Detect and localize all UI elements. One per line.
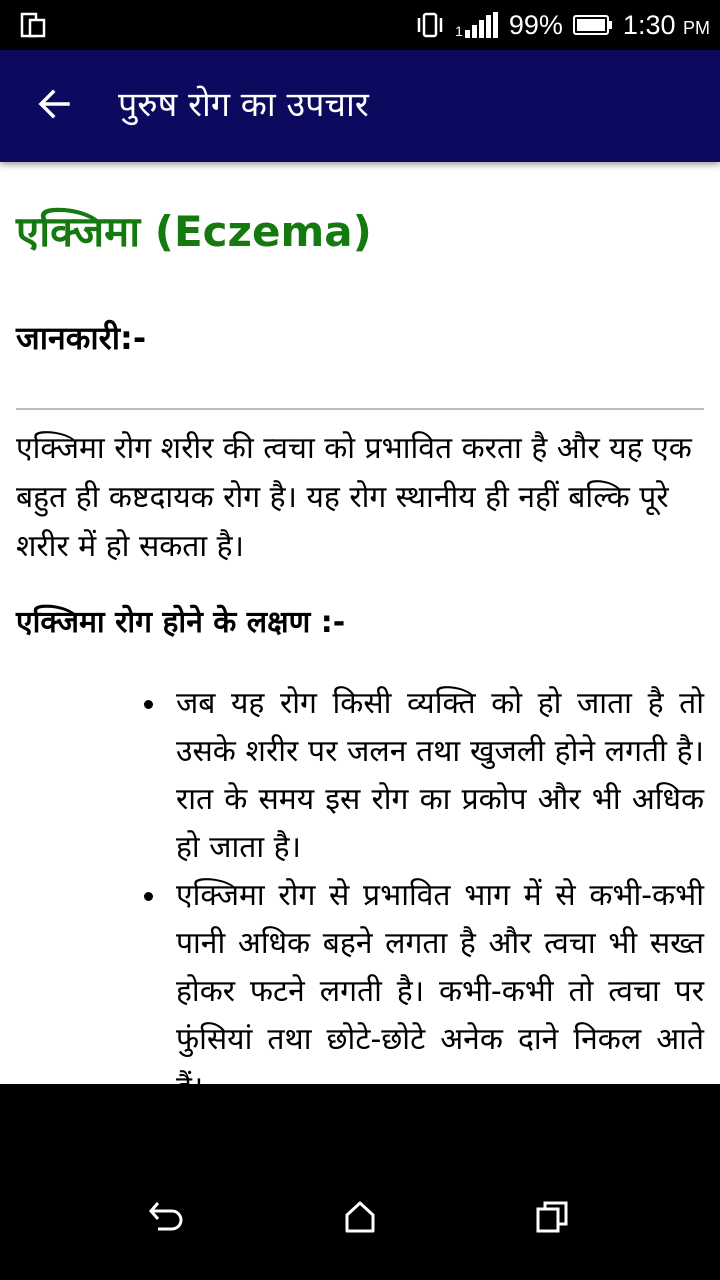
battery-percent: 99% [508, 9, 563, 40]
bullet-icon [144, 700, 153, 709]
nav-back-button[interactable] [136, 1194, 196, 1244]
signal-label: 1 [455, 23, 463, 39]
clock-ampm: PM [683, 17, 710, 38]
status-bar [0, 0, 720, 50]
intro-paragraph: एक्जिमा रोग शरीर की त्वचा को प्रभावित करता है और यह एक बहुत ही कष्टदायक रोग है। यह रोग स्थानीय ही नहीं बल्कि पूरे शरीर में हो सकता है। [16, 431, 692, 564]
app-bar-title: पुरुष रोग का उपचार [118, 85, 369, 125]
back-button[interactable] [26, 78, 82, 134]
list-item [176, 872, 704, 1112]
clock-time: 1:30 [622, 9, 676, 40]
signal-icon [455, 12, 499, 38]
nav-home-button[interactable] [330, 1194, 390, 1244]
battery-icon [573, 14, 613, 36]
dual-window-icon [20, 12, 46, 38]
symptom-text: एक्जिमा रोग से प्रभावित भाग में से कभी-कभी पानी अधिक बहने लगता है और त्वचा भी सख्त होकर फटने लगती है। कभी-कभी तो त्वचा पर फुंसियां तथा छोटे-छोटे अनेक दाने निकल आते [176, 878, 704, 1057]
bullet-icon [144, 892, 153, 901]
home-nav-icon [342, 1199, 378, 1239]
info-heading: जानकारी:- [16, 319, 147, 357]
article-title: एक्जिमा (Eczema) [16, 207, 372, 256]
navigation-bar [0, 1084, 720, 1280]
recents-nav-icon [534, 1199, 570, 1239]
divider [16, 408, 704, 410]
app-bar [0, 50, 720, 162]
symptom-text: जब यह रोग किसी व्यक्ति को हो जाता है तो उसके शरीर पर जलन तथा खुजली होने लगती है। रात के समय इस रोग का प्रकोप और भी अधिक हो जाता है। [176, 686, 704, 865]
arrow-left-icon [36, 86, 72, 126]
back-nav-icon [146, 1199, 186, 1239]
symptom-list [176, 680, 704, 1112]
nav-recents-button[interactable] [522, 1194, 582, 1244]
symptoms-heading: एक्जिमा रोग होने के लक्षण :- [16, 605, 346, 640]
list-item [176, 680, 704, 872]
article-content[interactable] [0, 162, 720, 1084]
vibrate-icon [415, 12, 445, 38]
clock [623, 10, 710, 41]
